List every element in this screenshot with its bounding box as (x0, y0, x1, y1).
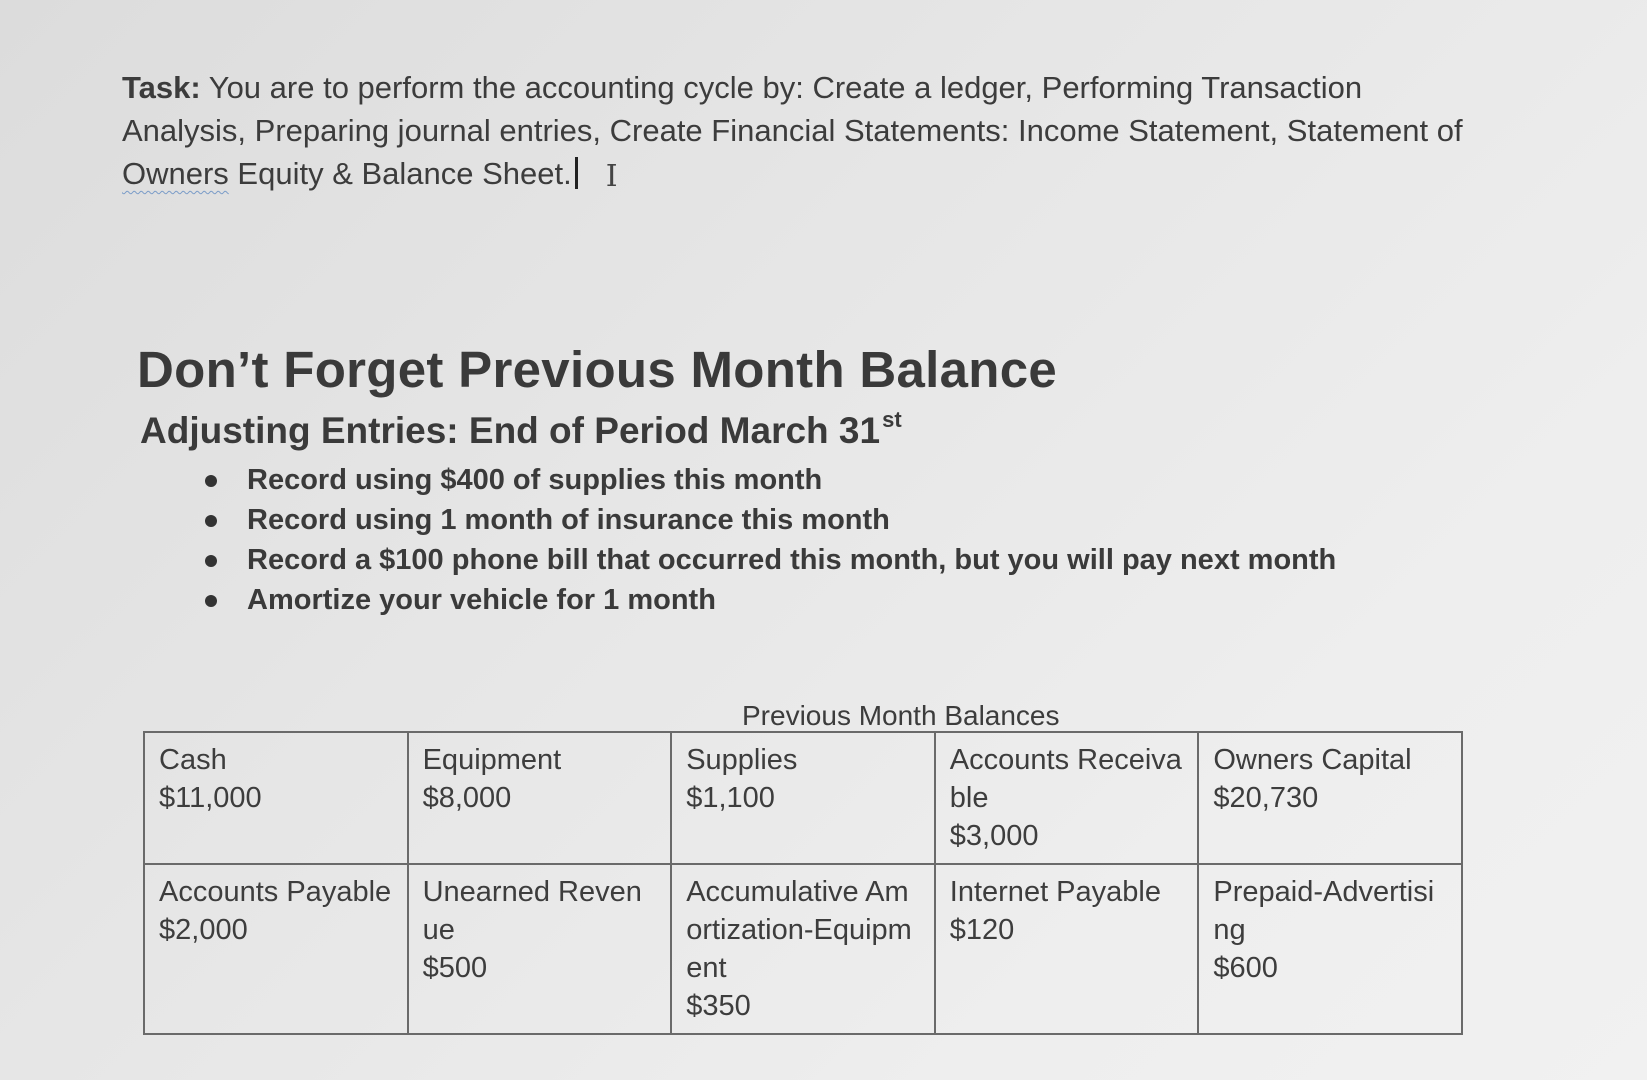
spellcheck-flagged-word[interactable]: Owners (122, 156, 229, 191)
table-cell (935, 864, 1199, 1034)
account-amount: $120 (949, 914, 1015, 946)
account-name: Internet Payable (949, 876, 1161, 908)
table-cell (144, 732, 408, 864)
account-amount: $350 (686, 990, 751, 1022)
account-amount: $3,000 (949, 820, 1039, 852)
account-amount: $1,100 (686, 782, 775, 814)
account-name: Accumulative Amortization-Equipment (686, 876, 912, 984)
text-caret (575, 157, 578, 189)
task-text-part-2: Equity & Balance Sheet. (228, 156, 572, 191)
account-amount: $11,000 (159, 782, 262, 814)
adjusting-entries-title-text: Adjusting Entries: End of Period March 31 (140, 410, 881, 451)
task-paragraph[interactable] (122, 66, 1482, 198)
account-amount: $600 (1213, 952, 1278, 984)
list-item: Record using $400 of supplies this month (200, 460, 1336, 500)
table-cell (671, 864, 935, 1034)
account-amount: $8,000 (422, 782, 512, 814)
i-beam-cursor-icon: I (605, 159, 618, 194)
list-item: Record using 1 month of insurance this month (200, 500, 1336, 540)
adjusting-entries-title (140, 407, 902, 452)
account-amount: $2,000 (159, 914, 248, 946)
table-cell (935, 732, 1199, 864)
account-name: Supplies (686, 744, 798, 776)
table-cell (408, 732, 672, 864)
table-cell (671, 732, 935, 864)
balances-table-title: Previous Month Balances (742, 700, 1060, 731)
account-amount: $20,730 (1213, 782, 1319, 814)
list-item: Amortize your vehicle for 1 month (200, 580, 1336, 620)
page-heading: Don’t Forget Previous Month Balance (137, 341, 1058, 398)
task-text-part-1: You are to perform the accounting cycle by: Create a ledger, Performing Transaction Analysis, Preparing journal entries, Create Financial Statements: Income Statement, Statement of (122, 70, 1463, 148)
account-name: Accounts Receivable (949, 744, 1182, 814)
previous-balances-table (143, 731, 1463, 1035)
table-cell (1198, 732, 1462, 864)
list-item: Record a $100 phone bill that occurred this month, but you will pay next month (200, 540, 1336, 580)
table-row (144, 864, 1462, 1034)
account-name: Owners Capital (1213, 744, 1412, 776)
account-name: Prepaid-Advertising (1213, 876, 1435, 946)
table-cell (144, 864, 408, 1034)
table-cell (1198, 864, 1462, 1034)
account-name: Equipment (422, 744, 562, 776)
account-amount: $500 (422, 952, 488, 984)
account-name: Accounts Payable (159, 876, 392, 908)
account-name: Cash (159, 744, 227, 776)
account-name: Unearned Revenue (422, 876, 642, 946)
adjusting-entries-list (200, 460, 1336, 620)
ordinal-suffix: st (882, 407, 902, 432)
task-label: Task: (122, 70, 201, 105)
table-cell (408, 864, 672, 1034)
table-row (144, 732, 1462, 864)
